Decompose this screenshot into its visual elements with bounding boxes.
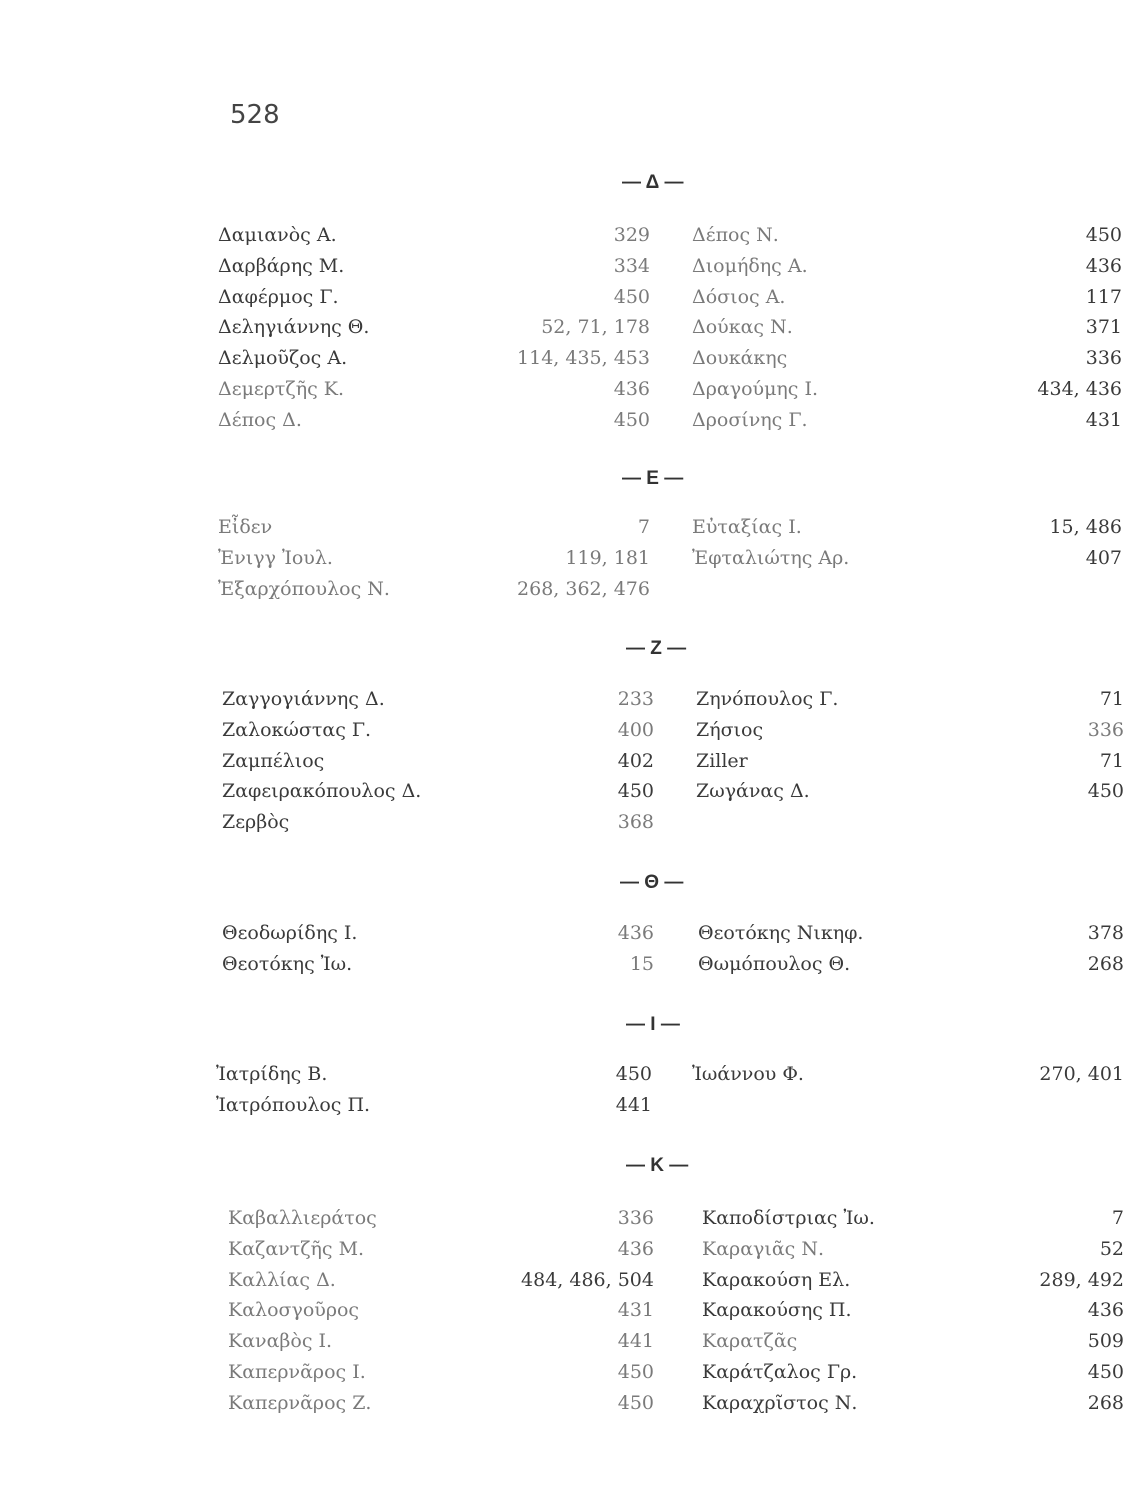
- right-column: [692, 512, 1122, 574]
- entry-name: Δαφέρμος Γ.: [218, 285, 339, 308]
- entry-name: Καράτζαλος Γρ.: [702, 1360, 858, 1383]
- index-entry: [228, 1388, 654, 1419]
- left-column: [228, 1203, 654, 1419]
- section-letter: — Κ —: [626, 1155, 689, 1176]
- entry-name: Ἐφταλιώτης Αρ.: [692, 546, 850, 569]
- index-entry: [696, 684, 1124, 715]
- entry-name: Καζαντζῆς Μ.: [228, 1237, 365, 1260]
- index-entry: [696, 715, 1124, 746]
- entry-pages: 431: [617, 1299, 654, 1322]
- entry-pages: 450: [1087, 780, 1124, 803]
- entry-name: Καλοσγοῦρος: [228, 1299, 360, 1322]
- entry-pages: 270, 401: [1039, 1063, 1124, 1085]
- entry-name: Δούκας Ν.: [692, 316, 793, 339]
- entry-name: Καρακούση Ελ.: [702, 1268, 851, 1291]
- right-column: [696, 684, 1124, 807]
- section-letter: — Δ —: [622, 172, 684, 193]
- entry-pages: 7: [637, 516, 650, 538]
- entry-name: Καπερνᾶρος Ζ.: [228, 1391, 372, 1414]
- index-entry: [692, 343, 1122, 374]
- entry-pages: 400: [617, 718, 654, 741]
- entry-pages: 71: [1099, 688, 1124, 710]
- entry-pages: 441: [617, 1330, 654, 1353]
- index-entry: [702, 1265, 1124, 1296]
- index-entry: [218, 574, 650, 605]
- section-letter: — Ι —: [626, 1014, 680, 1035]
- entry-pages: 268: [1087, 1391, 1124, 1414]
- index-entry: [696, 776, 1124, 807]
- entry-pages: 450: [613, 408, 650, 431]
- entry-pages: 436: [1085, 254, 1122, 277]
- right-column: [692, 220, 1122, 436]
- entry-name: Δραγούμης Ι.: [692, 377, 819, 400]
- entry-pages: 119, 181: [565, 546, 650, 569]
- entry-pages: 268, 362, 476: [517, 577, 650, 600]
- entry-name: Θεοτόκης Νικηφ.: [698, 922, 864, 944]
- entry-pages: 450: [617, 1391, 654, 1414]
- right-column: [698, 918, 1124, 980]
- entry-name: Ἐξαρχόπουλος Ν.: [218, 577, 390, 600]
- index-entry: [222, 715, 654, 746]
- index-entry: [218, 512, 650, 543]
- index-entry: [216, 1059, 652, 1090]
- entry-name: Διομήδης Α.: [692, 254, 808, 277]
- entry-pages: 450: [617, 780, 654, 803]
- entry-pages: 329: [613, 224, 650, 246]
- page-number: 528: [230, 100, 280, 130]
- section-letter: — Ε —: [622, 468, 684, 489]
- entry-name: Ζερβὸς: [222, 811, 290, 834]
- entry-pages: 407: [1085, 546, 1122, 569]
- entry-name: Ζαμπέλιος: [222, 749, 325, 772]
- entry-pages: 117: [1085, 285, 1122, 308]
- entry-pages: 434, 436: [1037, 377, 1122, 400]
- entry-pages: 436: [617, 922, 654, 944]
- index-entry: [228, 1357, 654, 1388]
- entry-pages: 436: [1087, 1299, 1124, 1322]
- entry-name: Ζαγγογιάννης Δ.: [222, 688, 385, 710]
- left-column: [222, 918, 654, 980]
- index-entry: [216, 1090, 652, 1121]
- entry-name: Ζωγάνας Δ.: [696, 780, 810, 803]
- index-entry: [222, 746, 654, 777]
- index-entry: [698, 918, 1124, 949]
- entry-name: Καποδίστριας Ἰω.: [702, 1207, 875, 1229]
- entry-name: Εἶδεν: [218, 516, 273, 538]
- index-entry: [228, 1265, 654, 1296]
- entry-pages: 334: [613, 254, 650, 277]
- index-entry: [218, 251, 650, 282]
- entry-name: Ζαφειρακόπουλος Δ.: [222, 780, 422, 803]
- index-entry: [702, 1295, 1124, 1326]
- entry-name: Δόσιος Α.: [692, 285, 786, 308]
- index-entry: [692, 282, 1122, 313]
- entry-pages: 441: [615, 1093, 652, 1116]
- entry-pages: 436: [617, 1237, 654, 1260]
- entry-pages: 402: [617, 749, 654, 772]
- entry-name: Δαρβάρης Μ.: [218, 254, 345, 277]
- entry-name: Ziller: [696, 749, 748, 772]
- index-entry: [702, 1357, 1124, 1388]
- entry-name: Καραγιᾶς Ν.: [702, 1237, 825, 1260]
- entry-pages: 15: [629, 952, 654, 975]
- index-entry: [218, 343, 650, 374]
- index-entry: [222, 776, 654, 807]
- index-entry: [218, 220, 650, 251]
- entry-pages: 450: [613, 285, 650, 308]
- entry-pages: 233: [617, 688, 654, 710]
- entry-pages: 52, 71, 178: [541, 316, 650, 339]
- section-letter: — Θ —: [620, 872, 684, 893]
- entry-pages: 450: [1087, 1360, 1124, 1383]
- entry-pages: 378: [1087, 922, 1124, 944]
- entry-pages: 7: [1111, 1207, 1124, 1229]
- entry-pages: 371: [1085, 316, 1122, 339]
- entry-pages: 336: [1085, 347, 1122, 370]
- entry-name: Δέπος Δ.: [218, 408, 302, 431]
- entry-name: Ζήσιος: [696, 718, 764, 741]
- index-entry: [702, 1234, 1124, 1265]
- index-entry: [218, 282, 650, 313]
- left-column: [222, 684, 654, 838]
- entry-pages: 336: [617, 1207, 654, 1229]
- entry-name: Θωμόπουλος Θ.: [698, 952, 851, 975]
- index-entry: [222, 684, 654, 715]
- entry-pages: 450: [617, 1360, 654, 1383]
- index-entry: [222, 807, 654, 838]
- entry-name: Ἰωάννου Φ.: [692, 1063, 804, 1085]
- index-entry: [692, 405, 1122, 436]
- entry-name: Θεοτόκης Ἰω.: [222, 952, 353, 975]
- entry-name: Δροσίνης Γ.: [692, 408, 808, 431]
- index-entry: [228, 1326, 654, 1357]
- index-entry: [702, 1388, 1124, 1419]
- entry-pages: 431: [1085, 408, 1122, 431]
- entry-pages: 336: [1087, 718, 1124, 741]
- entry-name: Ἐνιγγ Ἰουλ.: [218, 546, 333, 569]
- entry-pages: 484, 486, 504: [521, 1268, 654, 1291]
- entry-name: Ἰατρόπουλος Π.: [216, 1093, 371, 1116]
- right-column: [702, 1203, 1124, 1419]
- right-column: [692, 1059, 1124, 1090]
- index-entry: [222, 918, 654, 949]
- entry-name: Δεμερτζῆς Κ.: [218, 377, 345, 400]
- entry-name: Καναβὸς Ι.: [228, 1330, 333, 1353]
- entry-name: Ἰατρίδης Β.: [216, 1063, 328, 1085]
- entry-name: Καρακούσης Π.: [702, 1299, 852, 1322]
- index-entry: [692, 374, 1122, 405]
- entry-pages: 509: [1087, 1330, 1124, 1353]
- entry-pages: 289, 492: [1039, 1268, 1124, 1291]
- index-entry: [218, 374, 650, 405]
- entry-name: Δουκάκης: [692, 347, 788, 370]
- entry-name: Καλλίας Δ.: [228, 1268, 336, 1291]
- entry-name: Καρατζᾶς: [702, 1330, 798, 1353]
- entry-name: Καβαλλιεράτος: [228, 1207, 377, 1229]
- entry-pages: 52: [1099, 1237, 1124, 1260]
- index-entry: [228, 1234, 654, 1265]
- entry-name: Καπερνᾶρος Ι.: [228, 1360, 366, 1383]
- entry-pages: 450: [615, 1063, 652, 1085]
- left-column: [218, 220, 650, 436]
- entry-pages: 368: [617, 811, 654, 834]
- entry-pages: 15, 486: [1049, 516, 1122, 538]
- entry-name: Καραχρῖστος Ν.: [702, 1391, 858, 1414]
- entry-pages: 436: [613, 377, 650, 400]
- index-entry: [228, 1203, 654, 1234]
- entry-name: Δέπος Ν.: [692, 224, 779, 246]
- entry-pages: 268: [1087, 952, 1124, 975]
- index-entry: [702, 1203, 1124, 1234]
- left-column: [216, 1059, 652, 1121]
- index-entry: [698, 949, 1124, 980]
- left-column: [218, 512, 650, 604]
- entry-name: Δελμοῦζος Α.: [218, 347, 348, 370]
- index-entry: [702, 1326, 1124, 1357]
- index-entry: [692, 543, 1122, 574]
- entry-name: Εὐταξίας Ι.: [692, 516, 802, 538]
- index-entry: [218, 543, 650, 574]
- entry-name: Ζαλοκώστας Γ.: [222, 718, 372, 741]
- index-entry: [218, 312, 650, 343]
- section-letter: — Ζ —: [626, 638, 687, 659]
- entry-pages: 450: [1085, 224, 1122, 246]
- entry-name: Θεοδωρίδης Ι.: [222, 922, 358, 944]
- entry-pages: 114, 435, 453: [517, 347, 650, 370]
- index-entry: [222, 949, 654, 980]
- entry-pages: 71: [1099, 749, 1124, 772]
- index-entry: [692, 1059, 1124, 1090]
- index-entry: [692, 312, 1122, 343]
- index-entry: [692, 251, 1122, 282]
- index-entry: [692, 512, 1122, 543]
- entry-name: Δαμιανὸς Α.: [218, 224, 337, 246]
- index-entry: [218, 405, 650, 436]
- index-entry: [692, 220, 1122, 251]
- entry-name: Ζηνόπουλος Γ.: [696, 688, 839, 710]
- index-entry: [696, 746, 1124, 777]
- entry-name: Δεληγιάννης Θ.: [218, 316, 370, 339]
- index-entry: [228, 1295, 654, 1326]
